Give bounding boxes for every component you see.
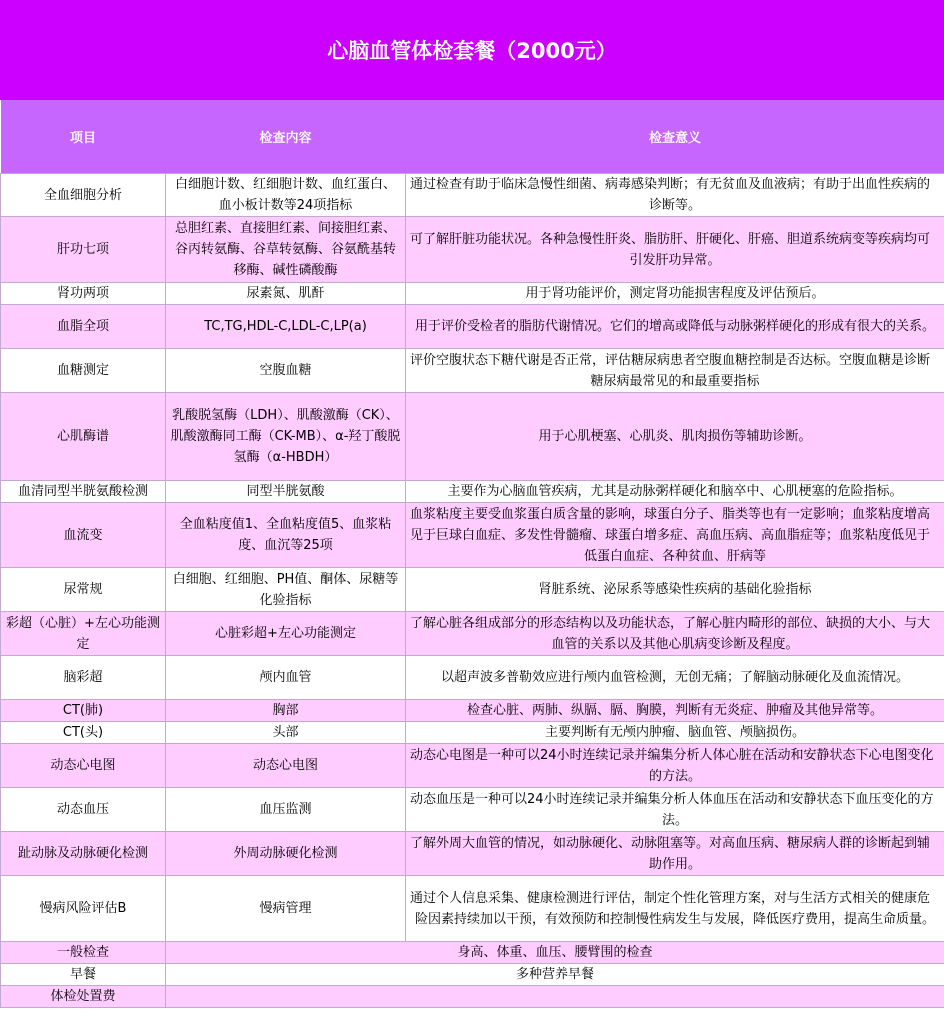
header-item: 项目 [1, 100, 166, 174]
table-row [1, 612, 944, 656]
row-meaning-cell: 主要判断有无颅内肿瘤、脑血管、颅脑损伤。 [406, 722, 944, 744]
row-content-cell: 胸部 [166, 700, 406, 722]
table-row [1, 876, 944, 942]
row-meaning-cell: 动态心电图是一种可以24小时连续记录并编集分析人体心脏在活动和安静状态下心电图变化的方法。 [406, 744, 944, 788]
row-content-cell: 白细胞、红细胞、PH值、酮体、尿糖等化验指标 [166, 568, 406, 612]
row-meaning-cell: 用于心肌梗塞、心肌炎、肌肉损伤等辅助诊断。 [406, 393, 944, 481]
row-meaning-cell: 可了解肝脏功能状况。各种急慢性肝炎、脂肪肝、肝硬化、肝癌、胆道系统病变等疾病均可引发肝功异常。 [406, 217, 944, 283]
row-content-cell: 血压监测 [166, 788, 406, 832]
row-meaning-cell: 了解心脏各组成部分的形态结构以及功能状态，了解心脏内畸形的部位、缺损的大小、与大血管的关系以及其他心肌病变诊断及程度。 [406, 612, 944, 656]
table-row [1, 568, 944, 612]
row-item-cell: 动态心电图 [1, 744, 166, 788]
row-meaning-cell: 通过检查有助于临床急慢性细菌、病毒感染判断；有无贫血及血液病；有助于出血性疾病的诊断等。 [406, 174, 944, 217]
table-row [1, 305, 944, 349]
row-item-cell: 血糖测定 [1, 349, 166, 393]
checkup-table [0, 100, 944, 1008]
row-item-cell: 肾功两项 [1, 283, 166, 305]
row-merged-cell: 多种营养早餐 [166, 964, 944, 986]
row-meaning-cell: 血浆粘度主要受血浆蛋白质含量的影响，球蛋白分子、脂类等也有一定影响；血浆粘度增高见于巨球白血症、多发性骨髓瘤、球蛋白增多症、高血压病、高血脂症等；血浆粘度低见于低蛋白血症、各种贫血、肝病等 [406, 503, 944, 568]
table-row [1, 788, 944, 832]
row-content-cell: TC,TG,HDL-C,LDL-C,LP(a) [166, 305, 406, 349]
row-meaning-cell: 通过个人信息采集、健康检测进行评估，制定个性化管理方案，对与生活方式相关的健康危险因素持续加以干预，有效预防和控制慢性病发生与发展，降低医疗费用，提高生命质量。 [406, 876, 944, 942]
row-item-cell: 体检处置费 [1, 986, 166, 1008]
table-row [1, 349, 944, 393]
row-meaning-cell: 以超声波多普勒效应进行颅内血管检测，无创无痛；了解脑动脉硬化及血流情况。 [406, 656, 944, 700]
row-item-cell: CT(肺) [1, 700, 166, 722]
row-item-cell: CT(头) [1, 722, 166, 744]
row-item-cell: 早餐 [1, 964, 166, 986]
row-item-cell: 尿常规 [1, 568, 166, 612]
row-merged-cell: 身高、体重、血压、腰臂围的检查 [166, 942, 944, 964]
row-item-cell: 血脂全项 [1, 305, 166, 349]
table-row [1, 942, 944, 964]
table-row [1, 217, 944, 283]
table-row [1, 964, 944, 986]
row-item-cell: 趾动脉及动脉硬化检测 [1, 832, 166, 876]
table-row [1, 986, 944, 1008]
table-row [1, 393, 944, 481]
row-content-cell: 心脏彩超+左心功能测定 [166, 612, 406, 656]
row-content-cell: 颅内血管 [166, 656, 406, 700]
table-row [1, 503, 944, 568]
row-meaning-cell: 肾脏系统、泌尿系等感染性疾病的基础化验指标 [406, 568, 944, 612]
row-item-cell: 全血细胞分析 [1, 174, 166, 217]
row-content-cell: 空腹血糖 [166, 349, 406, 393]
header-meaning: 检查意义 [406, 100, 944, 174]
row-item-cell: 一般检查 [1, 942, 166, 964]
table-row [1, 283, 944, 305]
row-item-cell: 血清同型半胱氨酸检测 [1, 481, 166, 503]
page-title: 心脑血管体检套餐（2000元） [0, 0, 944, 100]
row-content-cell: 动态心电图 [166, 744, 406, 788]
row-item-cell: 动态血压 [1, 788, 166, 832]
row-content-cell: 外周动脉硬化检测 [166, 832, 406, 876]
row-meaning-cell: 检查心脏、两肺、纵膈、膈、胸膜，判断有无炎症、肿瘤及其他异常等。 [406, 700, 944, 722]
row-meaning-cell: 主要作为心脑血管疾病，尤其是动脉粥样硬化和脑卒中、心肌梗塞的危险指标。 [406, 481, 944, 503]
row-content-cell: 尿素氮、肌酐 [166, 283, 406, 305]
header-content: 检查内容 [166, 100, 406, 174]
table-header-row [1, 100, 944, 174]
row-content-cell: 总胆红素、直接胆红素、间接胆红素、谷丙转氨酶、谷草转氨酶、谷氨酰基转移酶、碱性磷酸酶 [166, 217, 406, 283]
table-row [1, 832, 944, 876]
table-body [1, 174, 944, 1008]
row-content-cell: 同型半胱氨酸 [166, 481, 406, 503]
table-row [1, 481, 944, 503]
row-meaning-cell: 评价空腹状态下糖代谢是否正常，评估糖尿病患者空腹血糖控制是否达标。空腹血糖是诊断糖尿病最常见的和最重要指标 [406, 349, 944, 393]
row-item-cell: 肝功七项 [1, 217, 166, 283]
table-row [1, 722, 944, 744]
table-row [1, 174, 944, 217]
row-content-cell: 乳酸脱氢酶（LDH）、肌酸激酶（CK）、肌酸激酶同工酶（CK-MB）、α-羟丁酸脱氢酶（α-HBDH） [166, 393, 406, 481]
row-content-cell: 白细胞计数、红细胞计数、血红蛋白、血小板计数等24项指标 [166, 174, 406, 217]
row-meaning-cell: 动态血压是一种可以24小时连续记录并编集分析人体血压在活动和安静状态下血压变化的方法。 [406, 788, 944, 832]
row-item-cell: 心肌酶谱 [1, 393, 166, 481]
row-meaning-cell: 了解外周大血管的情况，如动脉硬化、动脉阻塞等。对高血压病、糖尿病人群的诊断起到辅助作用。 [406, 832, 944, 876]
row-item-cell: 血流变 [1, 503, 166, 568]
row-content-cell: 全血粘度值1、全血粘度值5、血浆粘度、血沉等25项 [166, 503, 406, 568]
row-content-cell: 头部 [166, 722, 406, 744]
row-meaning-cell: 用于肾功能评价，测定肾功能损害程度及评估预后。 [406, 283, 944, 305]
row-meaning-cell: 用于评价受检者的脂肪代谢情况。它们的增高或降低与动脉粥样硬化的形成有很大的关系。 [406, 305, 944, 349]
row-item-cell: 彩超（心脏）+左心功能测定 [1, 612, 166, 656]
table-row [1, 700, 944, 722]
row-merged-cell [166, 986, 944, 1008]
table-row [1, 744, 944, 788]
table-row [1, 656, 944, 700]
row-item-cell: 慢病风险评估B [1, 876, 166, 942]
row-content-cell: 慢病管理 [166, 876, 406, 942]
row-item-cell: 脑彩超 [1, 656, 166, 700]
